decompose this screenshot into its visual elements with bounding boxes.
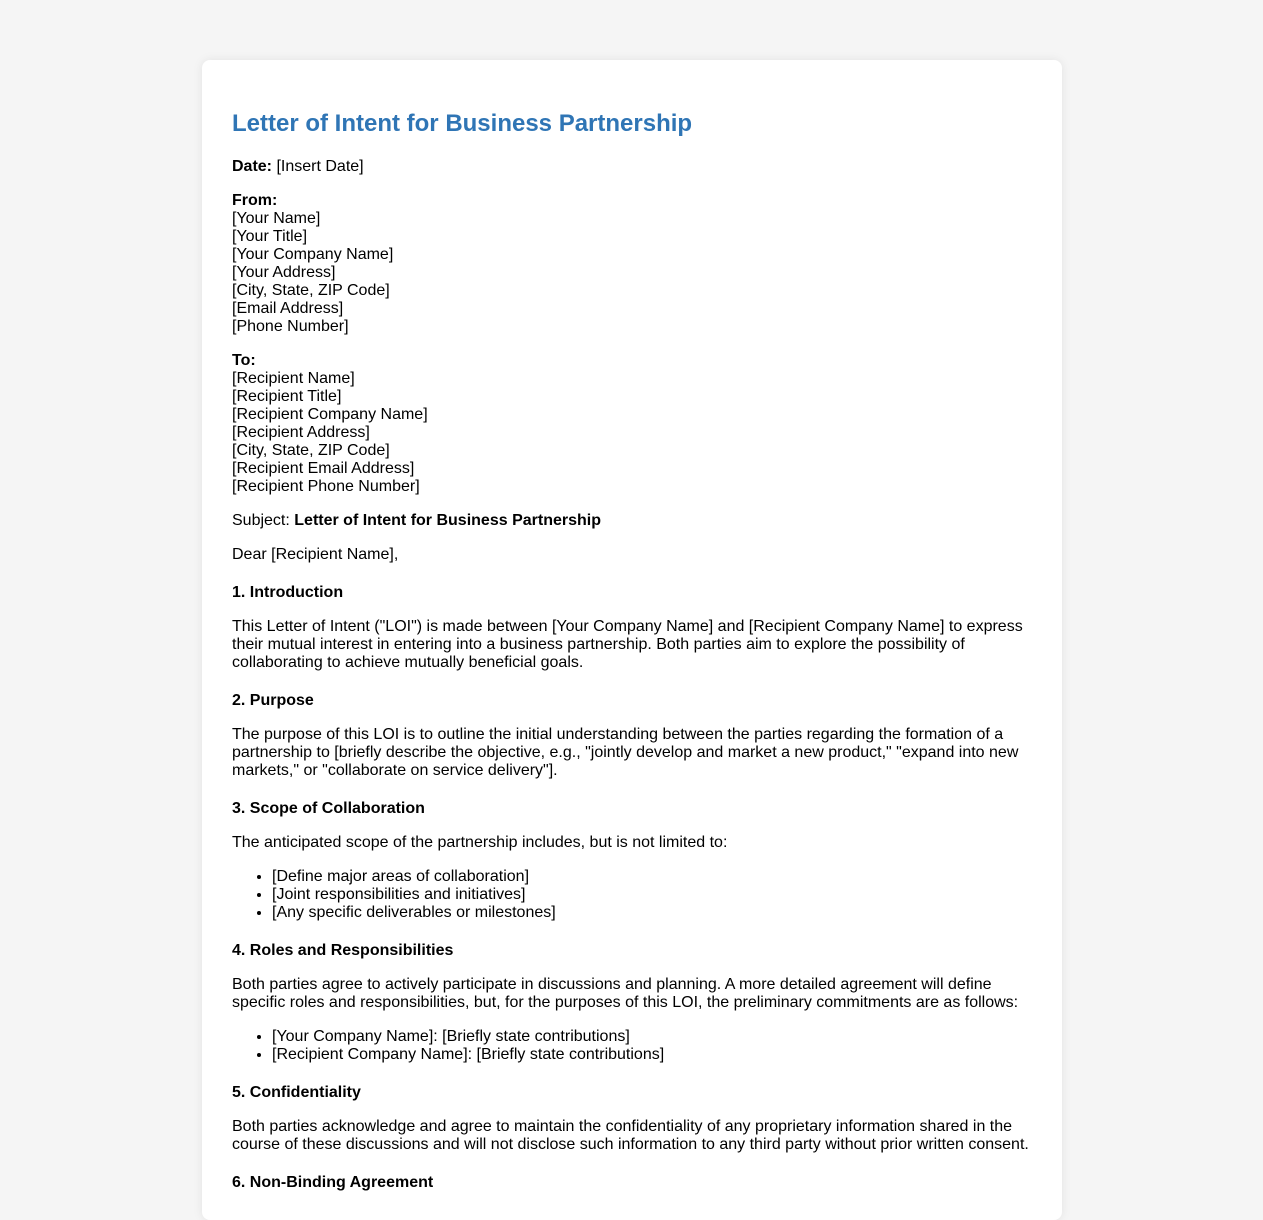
to-line: [Recipient Title] [232, 388, 342, 405]
date-label: Date: [232, 158, 273, 175]
section-paragraph-confidentiality: Both parties acknowledge and agree to maintain the confidentiality of any proprietary information shared in the course of these discussions and will not disclose such information to any third party without prior written consent. [232, 1118, 1029, 1153]
to-line: [City, State, ZIP Code] [232, 442, 390, 459]
section-heading-scope: 3. Scope of Collaboration [232, 800, 425, 817]
from-line: [Email Address] [232, 300, 344, 317]
to-line: [Recipient Name] [232, 370, 355, 387]
from-line: [Your Address] [232, 264, 336, 281]
subject-label: Subject: [232, 512, 290, 529]
scope-list [232, 868, 1032, 922]
subject-line [232, 512, 1032, 530]
from-line: [City, State, ZIP Code] [232, 282, 390, 299]
from-line: [Your Company Name] [232, 246, 394, 263]
section-heading-confidentiality: 5. Confidentiality [232, 1084, 361, 1101]
from-line: [Phone Number] [232, 318, 349, 335]
section-paragraph-introduction: This Letter of Intent ("LOI") is made between [Your Company Name] and [Recipient Company Name] to express their mutual interest in entering into a business partnership. Both parties aim to explore the possibility of collaborating to achieve mutually beneficial goals. [232, 618, 1023, 671]
section-heading-introduction: 1. Introduction [232, 584, 344, 601]
subject-value: Letter of Intent for Business Partnership [294, 512, 601, 529]
list-item: • [Recipient Company Name]: [Briefly state contributions] [272, 1046, 1032, 1064]
section-heading-roles: 4. Roles and Responsibilities [232, 942, 454, 959]
to-block [232, 352, 1032, 496]
list-item: • [Joint responsibilities and initiatives] [272, 886, 1032, 904]
greeting: Dear [Recipient Name], [232, 546, 399, 563]
list-item: • [Your Company Name]: [Briefly state contributions] [272, 1028, 1032, 1046]
to-line: [Recipient Phone Number] [232, 478, 420, 495]
section-heading-non-binding: 6. Non-Binding Agreement [232, 1174, 434, 1191]
list-item: • [Define major areas of collaboration] [272, 868, 1032, 886]
to-line: [Recipient Email Address] [232, 460, 415, 477]
roles-list [232, 1028, 1032, 1064]
to-line: [Recipient Address] [232, 424, 370, 441]
section-paragraph-scope: The anticipated scope of the partnership includes, but is not limited to: [232, 834, 728, 851]
from-label: From: [232, 192, 278, 209]
to-label: To: [232, 352, 256, 369]
section-paragraph-purpose: The purpose of this LOI is to outline the initial understanding between the parties regarding the formation of a partnership to [briefly describe the objective, e.g., "jointly develop and market a new product," "expand into new markets," or "collaborate on service delivery"]. [232, 726, 1019, 779]
list-item: • [Any specific deliverables or milestones] [272, 904, 1032, 922]
from-block [232, 192, 1032, 336]
page-title: Letter of Intent for Business Partnership [232, 110, 693, 137]
date-value: [Insert Date] [276, 158, 364, 175]
section-paragraph-roles: Both parties agree to actively participate in discussions and planning. A more detailed agreement will define specific roles and responsibilities, but, for the purposes of this LOI, the preliminary commitments are as follows: [232, 976, 1019, 1011]
section-heading-purpose: 2. Purpose [232, 692, 314, 709]
letter-card [202, 60, 1062, 1220]
from-line: [Your Name] [232, 210, 321, 227]
to-line: [Recipient Company Name] [232, 406, 428, 423]
from-line: [Your Title] [232, 228, 308, 245]
date-line [232, 158, 1032, 176]
